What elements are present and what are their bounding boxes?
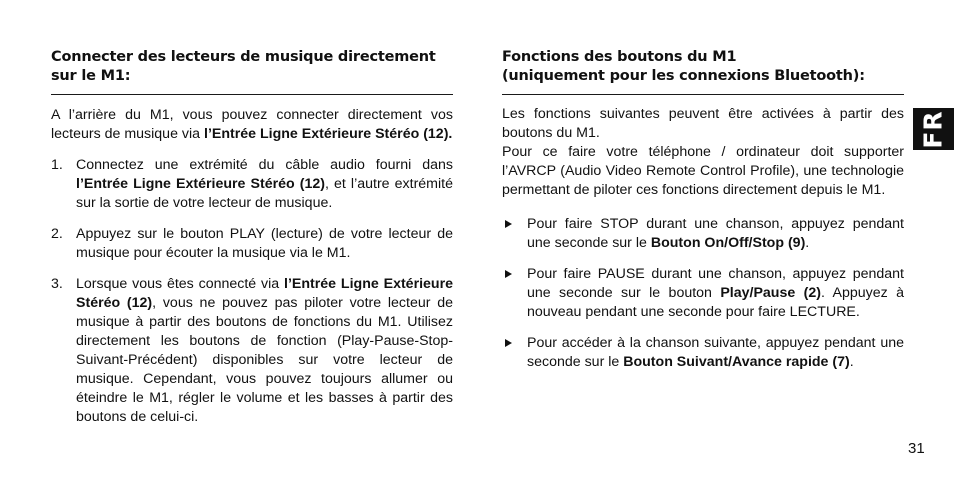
- step-text-tail: , vous ne pouvez pas piloter votre lecteur de musique à partir des boutons de fonctions du M1. Utilisez directement les boutons de fonction (Play-Pause-Stop-Suivant-Précédent) disponibles sur votre lecteur de musique. Cependant, vous pouvez toujours allumer ou éteindre le M1, régler le volume et les basses à partir des boutons de celui-ci.: [76, 295, 453, 425]
- language-tab-label: FR: [918, 109, 948, 149]
- left-intro-text: A l’arrière du M1, vous pouvez connecter directement vos lecteurs de musique via: [51, 107, 453, 142]
- bullet-bold-text: Bouton On/Off/Stop (9): [650, 235, 806, 251]
- language-tab: [913, 108, 954, 150]
- list-item: [51, 275, 453, 427]
- page-number: 31: [908, 440, 925, 457]
- numbered-steps-list: [51, 156, 453, 427]
- bullet-text: Pour faire PAUSE durant une chanson, appuyez pendant une seconde sur le bouton: [527, 266, 904, 301]
- right-intro-paragraph: Les fonctions suivantes peuvent être activées à partir des boutons du M1.: [502, 106, 904, 141]
- step-number: 3.: [51, 276, 63, 292]
- step-text: Appuyez sur le bouton PLAY (lecture) de votre lecteur de musique pour écouter la musique via le M1.: [76, 226, 453, 261]
- step-number: 2.: [51, 226, 63, 242]
- left-column: [51, 48, 453, 439]
- right-column: [502, 48, 904, 384]
- left-intro-bold: l’Entrée Ligne Extérieure Stéréo (12).: [204, 126, 453, 142]
- bullet-bold-text: Bouton Suivant/Avance rapide (7): [623, 354, 850, 370]
- bullet-list: [502, 215, 904, 372]
- list-item: [51, 225, 453, 263]
- step-bold-text: l’Entrée Ligne Extérieure Stéréo (12): [76, 176, 325, 192]
- right-heading-line-1: Fonctions des boutons du M1: [502, 49, 737, 65]
- list-item: [502, 265, 904, 322]
- step-text-tail: , et l’autre extrémité sur la sortie de votre lecteur de musique.: [76, 176, 453, 211]
- bullet-triangle-icon: [505, 339, 512, 347]
- bullet-triangle-icon: [505, 220, 512, 228]
- list-item: [51, 156, 453, 213]
- right-heading-line-2: (uniquement pour les connexions Bluetooth):: [502, 68, 865, 84]
- bullet-text-tail: .: [805, 235, 810, 251]
- right-intro-paragraph-2: Pour ce faire votre téléphone / ordinateur doit supporter l’AVRCP (Audio Video Remote Control Profile), une technologie permettant de piloter ces fonctions directement depuis le M1.: [502, 144, 904, 198]
- step-number: 1.: [51, 157, 63, 173]
- bullet-triangle-icon: [505, 270, 512, 278]
- step-text: Connectez une extrémité du câble audio fourni dans: [76, 157, 453, 173]
- list-item: [502, 215, 904, 253]
- left-intro-paragraph: [51, 106, 453, 144]
- bullet-text: Pour accéder à la chanson suivante, appuyez pendant une seconde sur le: [527, 335, 904, 370]
- left-section-heading: Connecter des lecteurs de musique directement sur le M1:: [51, 48, 453, 95]
- step-text: Lorsque vous êtes connecté via: [76, 276, 285, 292]
- step-bold-text: l’Entrée Ligne Extérieure Stéréo (12): [76, 276, 454, 311]
- list-item: [502, 334, 904, 372]
- right-section-heading: [502, 48, 904, 95]
- bullet-text: Pour faire STOP durant une chanson, appuyez pendant une seconde sur le: [527, 216, 904, 251]
- bullet-text-tail: .: [849, 354, 854, 370]
- bullet-bold-text: Play/Pause (2): [720, 285, 821, 301]
- bullet-text-tail: . Appuyez à nouveau pendant une seconde pour faire LECTURE.: [527, 285, 904, 320]
